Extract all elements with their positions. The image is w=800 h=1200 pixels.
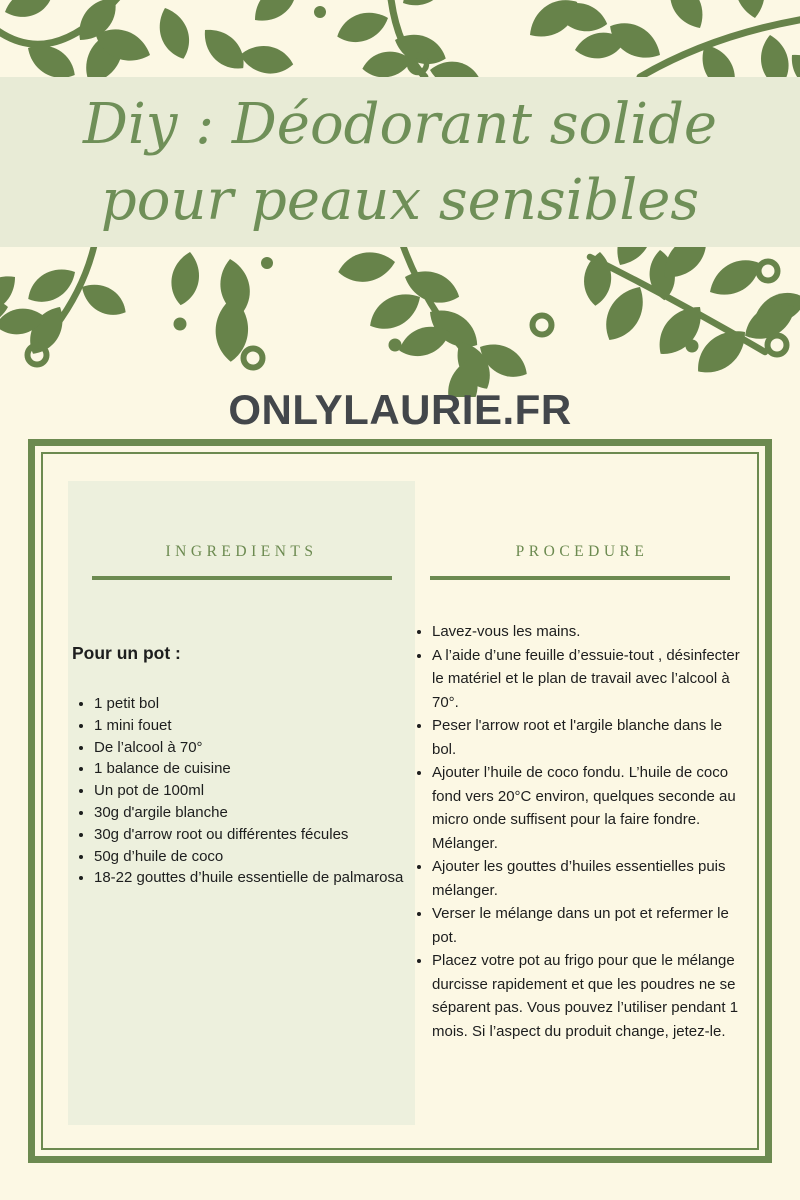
list-item: • Placez votre pot au frigo pour que le mélange durcisse rapidement et que les poudres ne se séparent pas. Vous pouvez l’utiliser pendant 1 mois. Si l’aspect du produit change, jetez-le. — [432, 949, 747, 1043]
list-item: • 18-22 gouttes d’huile essentielle de palmarosa — [94, 867, 407, 889]
list-item: • 1 mini fouet — [94, 715, 407, 737]
list-item: • Ajouter l’huile de coco fondu. L’huile de coco fond vers 20°C environ, quelques seconde au micro onde suffisent pour la faire fondre. Mélanger. — [432, 761, 747, 855]
vine-leaf-ornament-middle — [0, 247, 800, 397]
ingredients-underline — [92, 576, 392, 580]
recipe-card — [28, 439, 772, 1163]
recipe-title-line2: pour peaux sensibles — [100, 168, 700, 233]
list-item: • Lavez-vous les mains. — [432, 620, 747, 644]
ingredients-intro: Pour un pot : — [72, 643, 181, 663]
site-name: ONLYLAURIE.FR — [228, 386, 572, 433]
ingredients-list — [68, 693, 407, 889]
list-item: • Un pot de 100ml — [94, 780, 407, 802]
list-item: • Ajouter les gouttes d’huiles essentielles puis mélanger. — [432, 855, 747, 902]
vine-leaf-ornament-top — [0, 0, 800, 77]
recipe-title-line1: Diy : Déodorant solide — [82, 92, 718, 157]
list-item: • 1 balance de cuisine — [94, 758, 407, 780]
list-item: • De l’alcool à 70° — [94, 737, 407, 759]
procedure-heading: PROCEDURE — [515, 543, 649, 560]
list-item: • 30g d'arrow root ou différentes fécules — [94, 824, 407, 846]
title-banner — [0, 77, 800, 247]
procedure-underline — [430, 576, 730, 580]
list-item: • 50g d’huile de coco — [94, 846, 407, 868]
list-item: • Peser l'arrow root et l'argile blanche dans le bol. — [432, 714, 747, 761]
list-item: • Verser le mélange dans un pot et refermer le pot. — [432, 902, 747, 949]
list-item: • 30g d'argile blanche — [94, 802, 407, 824]
procedure-list — [415, 620, 747, 1043]
ingredients-heading: INGREDIENTS — [165, 543, 318, 560]
list-item: • A l’aide d’une feuille d’essuie-tout , désinfecter le matériel et le plan de travail avec l’alcool à 70°. — [432, 644, 747, 715]
list-item: • 1 petit bol — [94, 693, 407, 715]
